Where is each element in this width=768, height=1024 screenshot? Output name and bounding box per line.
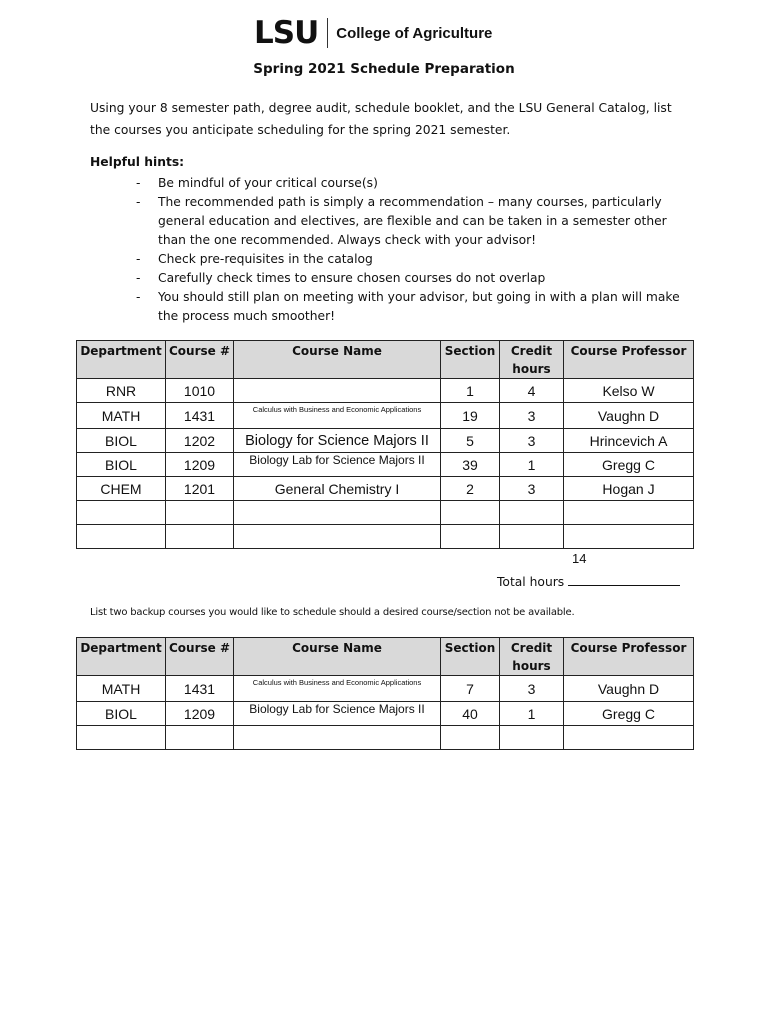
cell-department: CHEM bbox=[77, 477, 166, 501]
cell-section: 7 bbox=[441, 676, 500, 702]
table-row bbox=[77, 702, 694, 726]
table-row bbox=[77, 429, 694, 453]
cell-credit-hours: 4 bbox=[500, 379, 564, 403]
logo-divider bbox=[327, 18, 328, 48]
hint-text: Be mindful of your critical course(s) bbox=[158, 176, 378, 190]
backup-table bbox=[76, 637, 694, 750]
cell-credit-hours: 3 bbox=[500, 676, 564, 702]
cell-course-name: Biology Lab for Science Majors II bbox=[234, 453, 441, 477]
cell-course-name: Calculus with Business and Economic Applications bbox=[234, 403, 441, 429]
cell-section: 2 bbox=[441, 477, 500, 501]
cell-professor: Vaughn D bbox=[564, 403, 694, 429]
table-row bbox=[77, 403, 694, 429]
cell-section: 5 bbox=[441, 429, 500, 453]
column-header-course-number: Course # bbox=[166, 341, 234, 379]
hint-text: Carefully check times to ensure chosen courses do not overlap bbox=[158, 271, 546, 285]
college-name: College of Agriculture bbox=[336, 24, 493, 42]
hint-item: - You should still plan on meeting with your advisor, but going in with a plan will make the process much smoother! bbox=[136, 288, 696, 326]
cell-course-number bbox=[166, 525, 234, 549]
hints-list bbox=[136, 174, 696, 326]
cell-professor bbox=[564, 501, 694, 525]
hint-text: The recommended path is simply a recommendation – many courses, particularly general education and electives, are flexible and can be taken in a semester other than the one recommended. Always check with your advisor! bbox=[158, 195, 667, 247]
column-header-credit-hours: Credit hours bbox=[500, 638, 564, 676]
cell-department: BIOL bbox=[77, 429, 166, 453]
cell-course-name bbox=[234, 501, 441, 525]
hints-heading: Helpful hints: bbox=[90, 155, 185, 169]
cell-professor: Hogan J bbox=[564, 477, 694, 501]
cell-credit-hours: 3 bbox=[500, 477, 564, 501]
cell-course-name bbox=[234, 379, 441, 403]
hint-item: - The recommended path is simply a recommendation – many courses, particularly general education and electives, are flexible and can be taken in a semester other than the one recommended. Always check with your advisor! bbox=[136, 193, 696, 250]
table-row-empty bbox=[77, 726, 694, 750]
hint-item: - Be mindful of your critical course(s) bbox=[136, 174, 696, 193]
cell-credit-hours: 3 bbox=[500, 429, 564, 453]
total-hours-label: Total hours bbox=[497, 575, 565, 589]
cell-credit-hours bbox=[500, 501, 564, 525]
cell-professor: Kelso W bbox=[564, 379, 694, 403]
column-header-section: Section bbox=[441, 341, 500, 379]
cell-department: BIOL bbox=[77, 702, 166, 726]
column-header-department: Department bbox=[77, 341, 166, 379]
intro-paragraph: Using your 8 semester path, degree audit, schedule booklet, and the LSU General Catalog, list the courses you anticipate scheduling for the spring 2021 semester. bbox=[90, 101, 672, 137]
cell-course-number: 1209 bbox=[166, 702, 234, 726]
total-hours-blank-line bbox=[568, 573, 680, 586]
cell-professor bbox=[564, 525, 694, 549]
cell-department bbox=[77, 501, 166, 525]
column-header-credit-hours: Credit hours bbox=[500, 341, 564, 379]
cell-section: 1 bbox=[441, 379, 500, 403]
cell-professor: Gregg C bbox=[564, 453, 694, 477]
hint-item: - Carefully check times to ensure chosen courses do not overlap bbox=[136, 269, 696, 288]
column-header-professor: Course Professor bbox=[564, 638, 694, 676]
cell-professor: Vaughn D bbox=[564, 676, 694, 702]
column-header-section: Section bbox=[441, 638, 500, 676]
cell-section: 39 bbox=[441, 453, 500, 477]
table-row bbox=[77, 676, 694, 702]
table-row bbox=[77, 379, 694, 403]
cell-credit-hours: 1 bbox=[500, 453, 564, 477]
total-hours-value: 14 bbox=[572, 551, 587, 566]
column-header-course-number: Course # bbox=[166, 638, 234, 676]
cell-department bbox=[77, 726, 166, 750]
cell-credit-hours bbox=[500, 525, 564, 549]
cell-professor bbox=[564, 726, 694, 750]
backup-instructions: List two backup courses you would like to schedule should a desired course/section not be available. bbox=[90, 607, 575, 618]
cell-department: MATH bbox=[77, 676, 166, 702]
cell-section bbox=[441, 726, 500, 750]
cell-credit-hours: 3 bbox=[500, 403, 564, 429]
cell-course-number bbox=[166, 726, 234, 750]
cell-section: 19 bbox=[441, 403, 500, 429]
document-title: Spring 2021 Schedule Preparation bbox=[253, 61, 515, 77]
cell-department: BIOL bbox=[77, 453, 166, 477]
cell-section bbox=[441, 501, 500, 525]
table-row-empty bbox=[77, 501, 694, 525]
cell-section: 40 bbox=[441, 702, 500, 726]
hint-item: - Check pre-requisites in the catalog bbox=[136, 250, 696, 269]
cell-department: RNR bbox=[77, 379, 166, 403]
column-header-course-name: Course Name bbox=[234, 341, 441, 379]
cell-course-name: Biology Lab for Science Majors II bbox=[234, 702, 441, 726]
cell-course-name: Calculus with Business and Economic Applications bbox=[234, 676, 441, 702]
cell-course-number: 1201 bbox=[166, 477, 234, 501]
lsu-logo-mark: LSU bbox=[254, 15, 319, 51]
cell-section bbox=[441, 525, 500, 549]
column-header-professor: Course Professor bbox=[564, 341, 694, 379]
hint-text: You should still plan on meeting with your advisor, but going in with a plan will make the process much smoother! bbox=[158, 290, 680, 323]
column-header-course-name: Course Name bbox=[234, 638, 441, 676]
cell-course-name bbox=[234, 726, 441, 750]
table-header-row bbox=[77, 341, 694, 379]
cell-course-number: 1010 bbox=[166, 379, 234, 403]
cell-course-name: Biology for Science Majors II bbox=[234, 429, 441, 453]
cell-course-number: 1209 bbox=[166, 453, 234, 477]
total-hours-field bbox=[497, 573, 680, 589]
college-logo bbox=[254, 16, 492, 50]
cell-course-number bbox=[166, 501, 234, 525]
schedule-table bbox=[76, 340, 694, 549]
cell-department: MATH bbox=[77, 403, 166, 429]
cell-course-number: 1431 bbox=[166, 403, 234, 429]
table-header-row bbox=[77, 638, 694, 676]
cell-credit-hours: 1 bbox=[500, 702, 564, 726]
table-row bbox=[77, 477, 694, 501]
table-row-empty bbox=[77, 525, 694, 549]
cell-professor: Gregg C bbox=[564, 702, 694, 726]
cell-course-name bbox=[234, 525, 441, 549]
cell-credit-hours bbox=[500, 726, 564, 750]
cell-department bbox=[77, 525, 166, 549]
hint-text: Check pre-requisites in the catalog bbox=[158, 252, 373, 266]
cell-course-name: General Chemistry I bbox=[234, 477, 441, 501]
column-header-department: Department bbox=[77, 638, 166, 676]
cell-course-number: 1202 bbox=[166, 429, 234, 453]
cell-course-number: 1431 bbox=[166, 676, 234, 702]
table-row bbox=[77, 453, 694, 477]
cell-professor: Hrincevich A bbox=[564, 429, 694, 453]
